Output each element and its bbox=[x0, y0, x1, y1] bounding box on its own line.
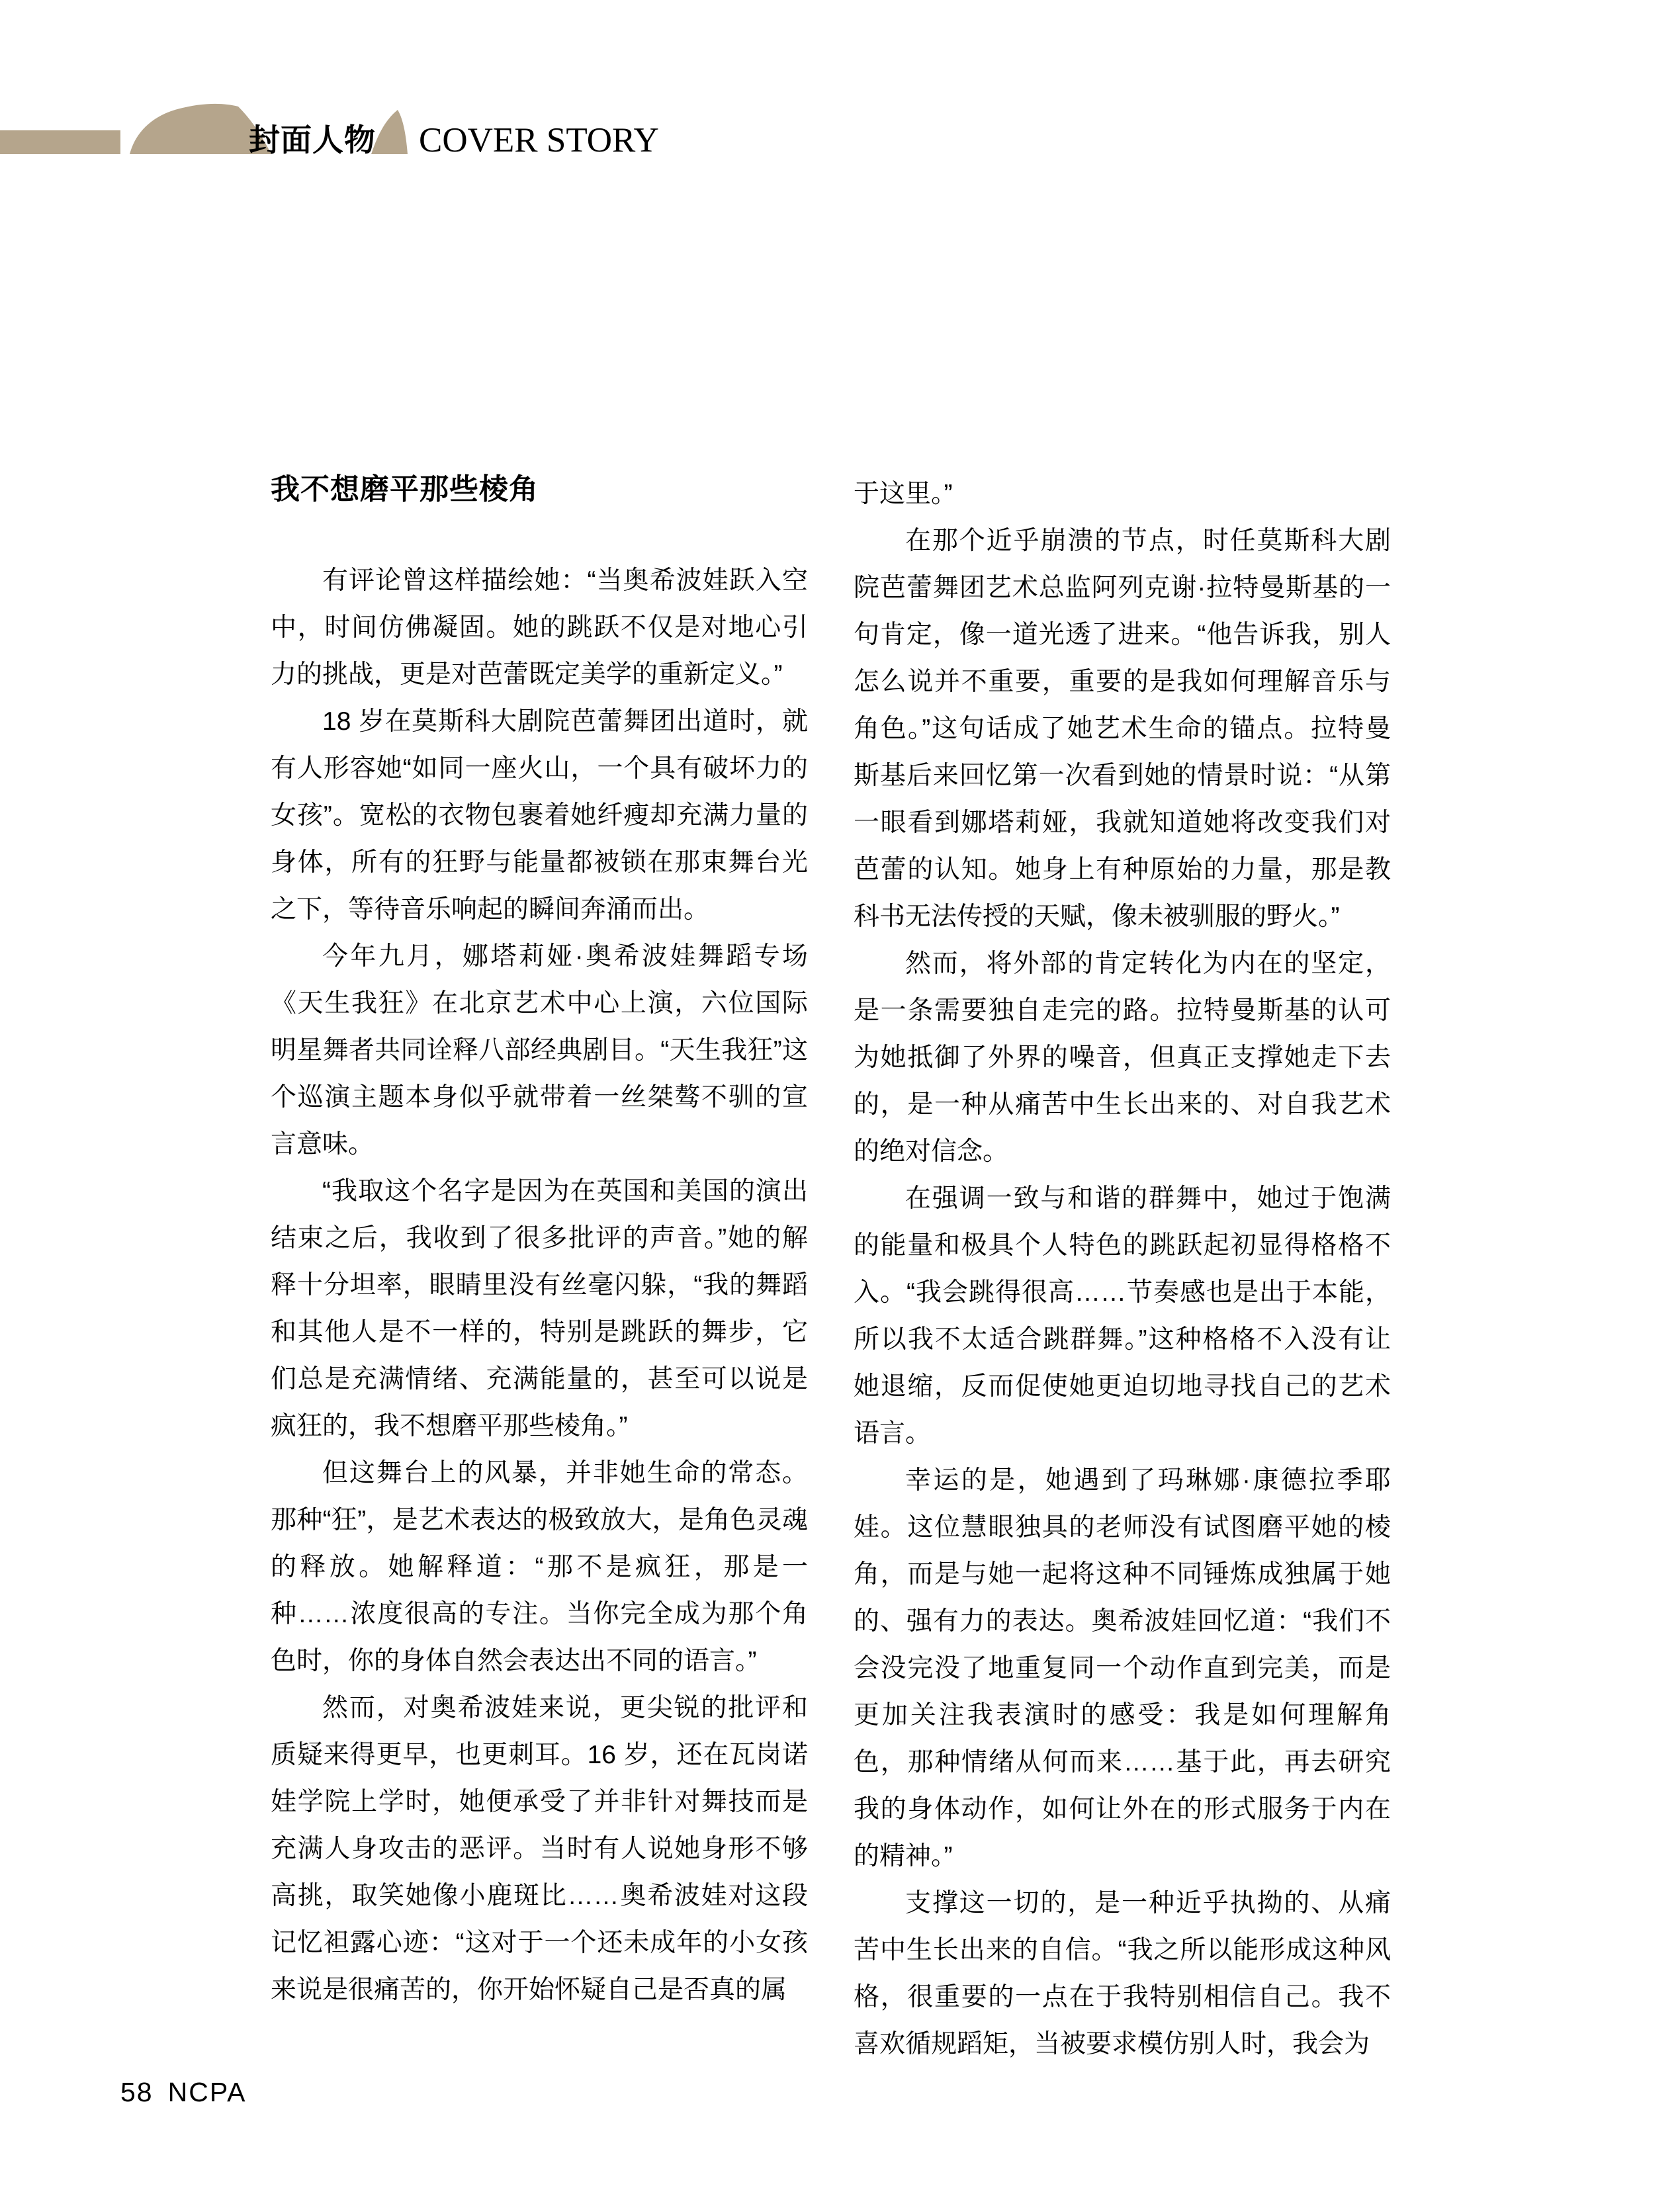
right-column-paragraphs bbox=[854, 517, 1391, 2068]
article-subheading: 我不想磨平那些棱角 bbox=[271, 473, 539, 505]
continuation-line: 于这里。” bbox=[854, 480, 953, 508]
page-number: 58 bbox=[120, 2077, 154, 2107]
body-paragraph: 有评论曾这样描绘她：“当奥希波娃跃入空中，时间仿佛凝固。她的跳跃不仅是对地心引力的挑战，更是对芭蕾既定美学的重新定义。” bbox=[271, 566, 808, 689]
body-paragraph: 幸运的是，她遇到了玛琳娜·康德拉季耶娃。这位慧眼独具的老师没有试图磨平她的棱角，而是与她一起将这种不同锤炼成独属于她的、强有力的表达。奥希波娃回忆道：“我们不会没完没了地重复同一个动作直到完美，而是更加关注我表演时的感受：我是如何理解角色，那种情绪从何而来……基于此，再去研究我的身体动作，如何让外在的形式服务于内在的精神。” bbox=[854, 1466, 1391, 1870]
header-bar bbox=[0, 130, 120, 154]
page-footer bbox=[120, 2078, 246, 2107]
body-paragraph: 在强调一致与和谐的群舞中，她过于饱满的能量和极具个人特色的跳跃起初显得格格不入。“我会跳得很高……节奏感也是出于本能，所以我不太适合跳群舞。”这种格格不入没有让她退缩，反而促使她更迫切地寻找自己的艺术语言。 bbox=[854, 1184, 1391, 1448]
left-column-paragraphs bbox=[271, 557, 808, 2013]
header-swoosh-graphic bbox=[0, 0, 463, 172]
magazine-code: NCPA bbox=[167, 2077, 247, 2107]
body-paragraph: 然而，将外部的肯定转化为内在的坚定，是一条需要独自走完的路。拉特曼斯基的认可为她抵御了外界的噪音，但真正支撑她走下去的，是一种从痛苦中生长出来的、对自我艺术的绝对信念。 bbox=[854, 949, 1391, 1166]
body-paragraph: 然而，对奥希波娃来说，更尖锐的批评和质疑来得更早，也更刺耳。16 岁，还在瓦岗诺娃学院上学时，她便承受了并非针对舞技而是充满人身攻击的恶评。当时有人说她身形不够高挑，取笑她像小鹿斑比……奥希波娃对这段记忆袒露心迹：“这对于一个还未成年的小女孩来说是很痛苦的，你开始怀疑自己是否真的属 bbox=[271, 1694, 808, 2004]
article-left-column bbox=[271, 473, 808, 2013]
section-header bbox=[0, 0, 1680, 172]
body-paragraph: 在那个近乎崩溃的节点，时任莫斯科大剧院芭蕾舞团艺术总监阿列克谢·拉特曼斯基的一句肯定，像一道光透了进来。“他告诉我，别人怎么说并不重要，重要的是我如何理解音乐与角色。”这句话成了她艺术生命的锚点。拉特曼斯基后来回忆第一次看到她的情景时说：“从第一眼看到娜塔莉娅，我就知道她将改变我们对芭蕾的认知。她身上有种原始的力量，那是教科书无法传授的天赋，像未被驯服的野火。” bbox=[854, 527, 1391, 931]
article-right-column bbox=[854, 470, 1391, 2068]
section-title-zh: 封面人物 bbox=[249, 122, 376, 157]
body-paragraph: 18 岁在莫斯科大剧院芭蕾舞团出道时，就有人形容她“如同一座火山，一个具有破坏力的女孩”。宽松的衣物包裹着她纤瘦却充满力量的身体，所有的狂野与能量都被锁在那束舞台光之下，等待音乐响起的瞬间奔涌而出。 bbox=[271, 707, 808, 924]
body-paragraph: 今年九月，娜塔莉娅·奥希波娃舞蹈专场《天生我狂》在北京艺术中心上演，六位国际明星舞者共同诠释八部经典剧目。“天生我狂”这个巡演主题本身似乎就带着一丝桀骜不驯的宣言意味。 bbox=[271, 942, 808, 1159]
body-paragraph: 但这舞台上的风暴，并非她生命的常态。那种“狂”，是艺术表达的极致放大，是角色灵魂的释放。她解释道：“那不是疯狂，那是一种……浓度很高的专注。当你完全成为那个角色时，你的身体自然会表达出不同的语言。” bbox=[271, 1459, 808, 1675]
section-title-en: COVER STORY bbox=[419, 121, 659, 159]
body-paragraph: “我取这个名字是因为在英国和美国的演出结束之后，我收到了很多批评的声音。”她的解释十分坦率，眼睛里没有丝毫闪躲，“我的舞蹈和其他人是不一样的，特别是跳跃的舞步，它们总是充满情绪、充满能量的，甚至可以说是疯狂的，我不想磨平那些棱角。” bbox=[271, 1177, 808, 1440]
body-paragraph: 支撑这一切的，是一种近乎执拗的、从痛苦中生长出来的自信。“我之所以能形成这种风格，很重要的一点在于我特别相信自己。我不喜欢循规蹈矩，当被要求模仿别人时，我会为 bbox=[854, 1889, 1391, 2058]
